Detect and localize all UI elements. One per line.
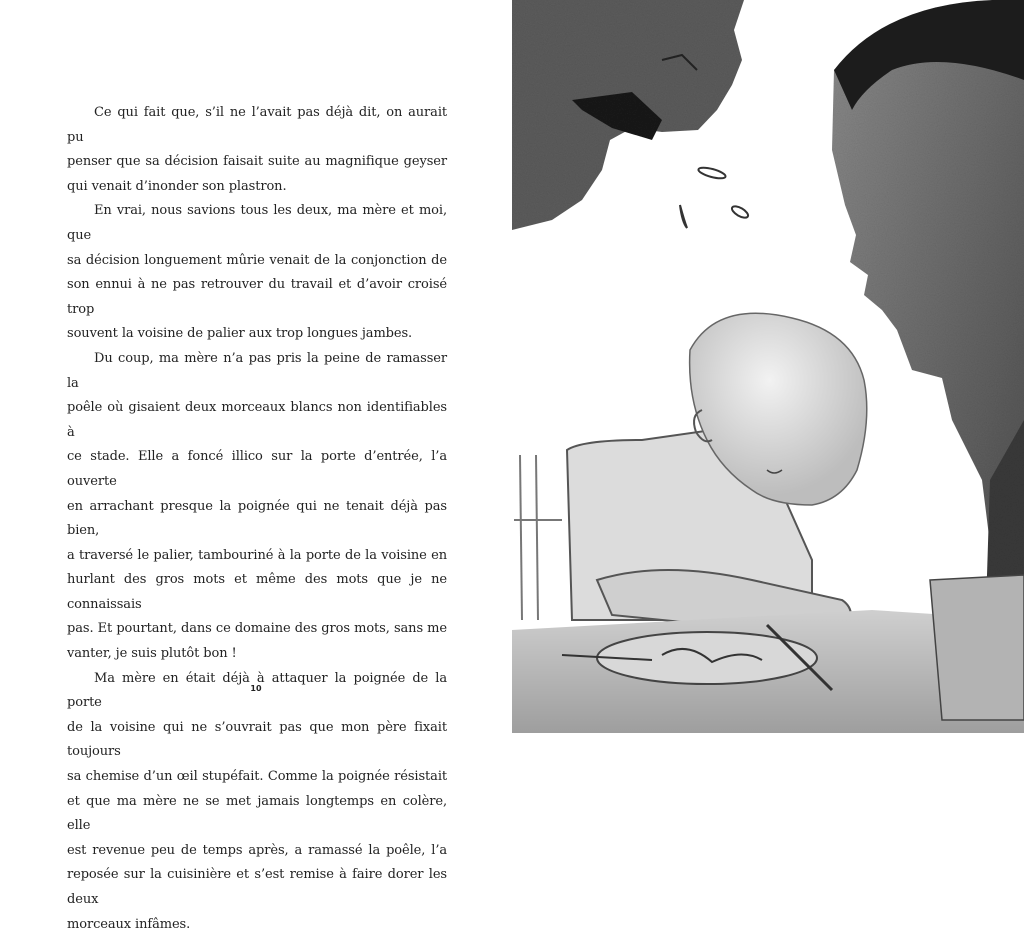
illustration <box>512 0 1024 733</box>
text-line: souvent la voisine de palier aux trop longues jambes. <box>67 326 413 342</box>
chair <box>514 455 562 620</box>
page-number: 10 <box>250 684 262 693</box>
spit-drops <box>680 166 750 228</box>
text-line: Ma mère en était déjà à attaquer la poignée de la porte <box>67 670 447 711</box>
text-line: est revenue peu de temps après, a ramassé la poêle, l’a <box>67 842 447 858</box>
text-line: en arrachant presque la poignée qui ne tenait déjà pas bien, <box>67 498 447 539</box>
text-line: En vrai, nous savions tous les deux, ma mère et moi, que <box>67 203 447 243</box>
text-line: et que ma mère ne se met jamais longtemps en colère, elle <box>67 793 447 834</box>
text-line: son ennui à ne pas retrouver du travail et d’avoir croisé trop <box>67 277 447 317</box>
text-line: vanter, je suis plutôt bon ! <box>67 646 237 662</box>
text-line: morceaux infâmes. <box>67 916 191 932</box>
text-line: sa chemise d’un œil stupéfait. Comme la poignée résistait <box>67 769 447 785</box>
text-line: ce stade. Elle a foncé illico sur la porte d’entrée, l’a ouverte <box>67 449 447 489</box>
body-text <box>67 101 447 937</box>
text-line: hurlant des gros mots et même des mots que je ne connaissais <box>67 572 447 612</box>
text-page <box>0 0 512 932</box>
father-head <box>512 0 744 230</box>
text-line: Ce qui fait que, s’il ne l’avait pas déjà dit, on aurait pu <box>67 105 447 145</box>
paragraph <box>67 199 447 347</box>
text-line: de la voisine qui ne s’ouvrait pas que mon père fixait toujours <box>67 719 447 760</box>
text-line: reposée sur la cuisinière et s’est remise à faire dorer les deux <box>67 867 447 907</box>
text-line: Du coup, ma mère n’a pas pris la peine de ramasser la <box>67 350 447 391</box>
text-line: pas. Et pourtant, dans ce domaine des gros mots, sans me <box>67 621 447 637</box>
text-line: qui venait d’inonder son plastron. <box>67 178 287 194</box>
paragraph <box>67 101 447 199</box>
illustration-drawing <box>512 0 1024 733</box>
text-line: penser que sa décision faisait suite au magnifique geyser <box>67 154 447 170</box>
paragraph <box>67 667 447 937</box>
text-line: a traversé le palier, tambouriné à la porte de la voisine en <box>67 547 447 563</box>
boy-figure <box>567 313 867 635</box>
text-line: sa décision longuement mûrie venait de la conjonction de <box>67 252 447 268</box>
paragraph <box>67 347 447 667</box>
text-line: poêle où gisaient deux morceaux blancs non identifiables à <box>67 400 447 440</box>
